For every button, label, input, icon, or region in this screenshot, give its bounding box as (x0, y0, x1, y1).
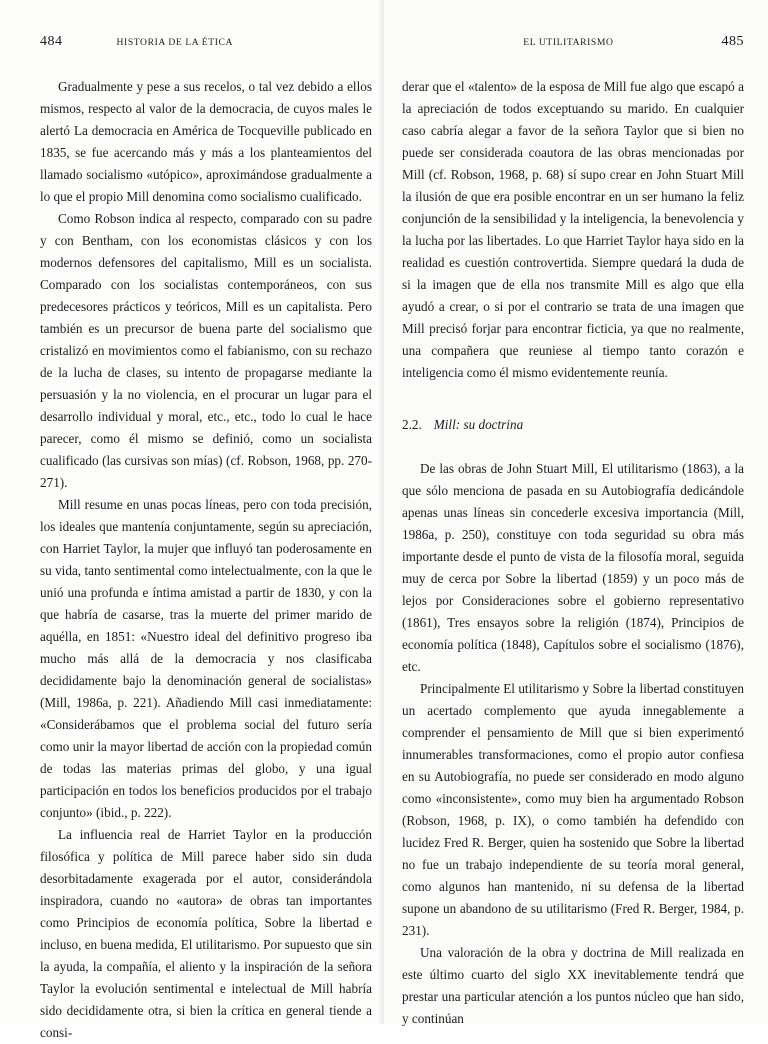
section-heading (402, 414, 744, 436)
page-number: 484 (40, 34, 63, 49)
section-title: Mill: su doctrina (433, 417, 524, 432)
running-head: HISTORIA DE LA ÉTICA (116, 37, 234, 48)
right-page-header (402, 34, 744, 58)
paragraph: De las obras de John Stuart Mill, El utilitarismo (1863), a la que sólo menciona de pasada en su Autobiografía dedicándole apenas unas líneas sin concederle excesiva importancia (Mill, 1986a, p. 250), constituye con toda seguridad su obra más importante desde el punto de vista de la filosofía moral, seguida muy de cerca por Sobre la libertad (1859) y un poco más de lejos por Consideraciones sobre el gobierno representativo (1861), Tres ensayos sobre la religión (1874), Principios de economía política (1848), Capítulos sobre el socialismo (1876), etc. (402, 461, 744, 674)
section-number: 2.2. (402, 417, 422, 432)
paragraph: La influencia real de Harriet Taylor en la producción filosófica y política de Mill parece haber sido sin duda desorbitadamente exagerada por el autor, considerándola inspiradora, cuando no «autora» de obras tan importantes como Principios de economía política, Sobre la libertad e incluso, en buena medida, El utilitarismo. Por supuesto que sin la ayuda, la compañía, el aliento y la inspiración de la señora Taylor la evolución sentimental e intelectual de Mill habría sido decididamente otra, si bien la crítica en general tiende a consi- (40, 827, 372, 1040)
paragraph-continuation: derar que el «talento» de la esposa de Mill fue algo que escapó a la apreciación de todos exceptuando su marido. En cualquier caso cabría alegar a favor de la señora Taylor que si bien no puede ser considerada coautora de las obras mencionadas por Mill (cf. Robson, 1968, p. 68) sí supo crear en John Stuart Mill la ilusión de que era posible encontrar en un ser humano la feliz conjunción de la sensibilidad y la inteligencia, la benevolencia y la lucha por las libertades. Lo que Harriet Taylor haya sido en la realidad es cuestión controvertida. Siempre quedará la duda de si la imagen que de ella nos transmite Mill es algo que ella ayudó a crear, o si por el contrario se trata de una imagen que Mill precisó forjar para encontrar ficticia, ya que no realmente, una compañera que reuniese al tiempo tanto corazón e inteligencia como él mismo evidentemente reunía. (402, 79, 744, 380)
page-number: 485 (721, 34, 744, 49)
right-page (384, 0, 768, 1024)
left-page-body (40, 76, 372, 1044)
left-page-header (40, 34, 372, 58)
right-page-body (402, 76, 744, 1030)
left-page (0, 0, 384, 1040)
running-head: EL UTILITARISMO (523, 37, 614, 48)
paragraph: Una valoración de la obra y doctrina de Mill realizada en este último cuarto del siglo XX inevitablemente tendrá que prestar una particular atención a los puntos núcleo que han sido, y continúan (402, 945, 744, 1026)
paragraph: Mill resume en unas pocas líneas, pero con toda precisión, los ideales que mantenía conjuntamente, según su apreciación, con Harriet Taylor, la mujer que influyó tan poderosamente en su vida, tanto sentimental como intelectualmente, con la que le unió una profunda e íntima amistad a partir de 1830, y con la que habría de casarse, tras la muerte del primer marido de aquélla, en 1851: «Nuestro ideal del definitivo progreso iba mucho más allá de la democracia y nos clasificaba decididamente bajo la denominación general de socialistas» (Mill, 1986a, p. 221). Añadiendo Mill casi inmediatamente: «Considerábamos que el problema social del futuro sería como unir la mayor libertad de acción con la propiedad común de todas las materias primas del globo, y una igual participación en todos los beneficios producidos por el trabajo conjunto» (ibid., p. 222). (40, 497, 372, 820)
paragraph: Como Robson indica al respecto, comparado con su padre y con Bentham, con los economistas clásicos y con los modernos defensores del capitalismo, Mill es un socialista. Comparado con los socialistas contemporáneos, con sus predecesores prácticos y teóricos, Mill es un capitalista. Pero también es un precursor de buena parte del socialismo que cristalizó en movimientos como el fabianismo, con su rechazo de la lucha de clases, su intento de propagarse mediante la persuasión y la no violencia, en el procurar un lugar para el desarrollo individual y moral, etc., etc., todo lo cual le hace parecer, como él mismo se definió, como un socialista cualificado (las cursivas son mías) (cf. Robson, 1968, pp. 270-271). (40, 211, 372, 490)
paragraph: Principalmente El utilitarismo y Sobre la libertad constituyen un acertado complemento que ayuda innegablemente a comprender el pensamiento de Mill que si bien experimentó innumerables transformaciones, como el propio autor confiesa en su Autobiografía, no puede ser considerado en modo alguno como «inconsistente», como muy bien ha argumentado Robson (Robson, 1968, p. IX), o como también ha defendido con lucidez Fred R. Berger, quien ha sostenido que Sobre la libertad no fue un trabajo independiente de su teoría moral general, como algunos han mantenido, ni su defensa de la libertad supone un abandono de su utilitarismo (Fred R. Berger, 1984, p. 231). (402, 681, 744, 938)
paragraph: Gradualmente y pese a sus recelos, o tal vez debido a ellos mismos, respecto al valor de la democracia, de cuyos males le alertó La democracia en América de Tocqueville publicado en 1835, se fue acercando más y más a los planteamientos del llamado socialismo «utópico», aproximándose gradualmente a lo que el propio Mill denomina como socialismo cualificado. (40, 79, 372, 204)
